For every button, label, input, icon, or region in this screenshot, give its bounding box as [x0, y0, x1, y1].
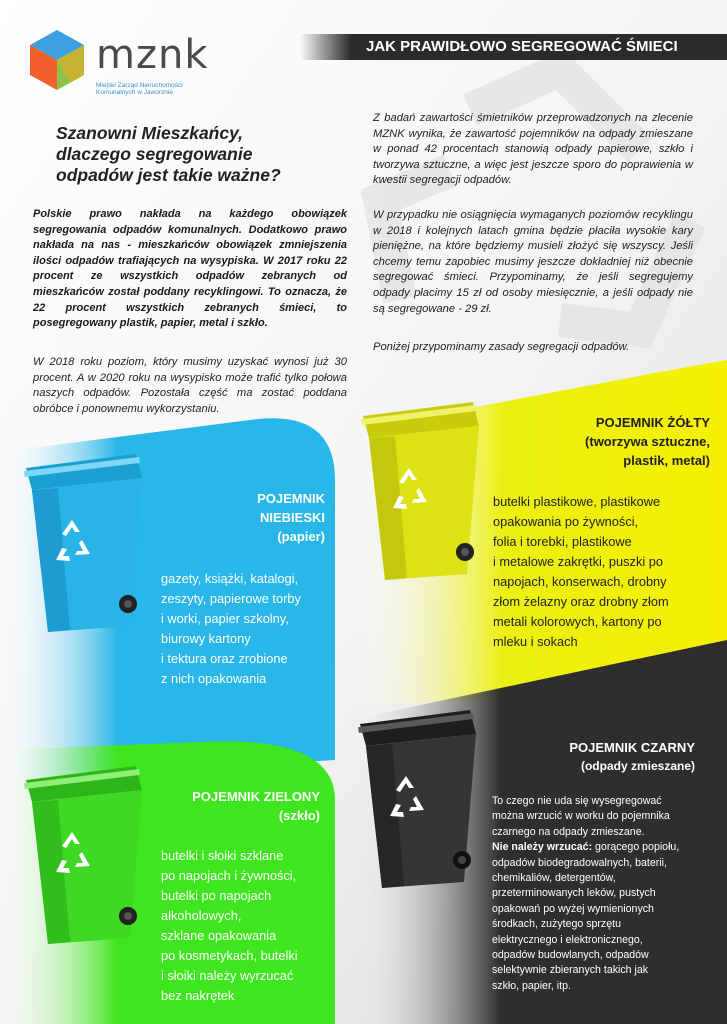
list-item: opakowań po wyżej wymienionych: [492, 902, 654, 915]
list-item: folia i torebki, plastikowe: [493, 534, 632, 549]
banner-title: JAK PRAWIDŁOWO SEGREGOWAĆ ŚMIECI: [366, 38, 678, 55]
list-item: i metalowe zakrętki, puszki po: [493, 554, 663, 569]
list-item: po napojach i żywności,: [161, 868, 297, 883]
list-item: opakowania po żywności,: [493, 514, 639, 529]
right-paragraph-2: W przypadku nie osiągnięcia wymaganych poziomów recyklingu w 2018 i kolejnych latach gmina będzie płaciła wysokie kary pieniężne, na które będziemy musieli złożyć się wszyscy. Jeśli chcemy temu zapobiec musimy jeszcze dokładniej niż obecnie segregować śmieci. Przypominamy, że jeśli segregujemy odpady płacimy 15 zł od osoby miesięcznie, a jeśli odpady nie są segregowane - 29 zł.: [373, 209, 693, 315]
black-bin-title: POJEMNIK CZARNY (odpady zmieszane): [569, 740, 695, 773]
forbidden-line: Nie należy wrzucać: gorącego popiołu,: [492, 841, 680, 854]
yellow-bin-title: POJEMNIK ŻÓŁTY (tworzywa sztuczne, plastik, metal): [585, 415, 710, 468]
list-item: szklane opakowania: [161, 928, 277, 943]
blue-bin-icon: [18, 448, 148, 638]
list-item: bez nakrętek: [161, 988, 235, 1003]
logo-cube-icon: [28, 28, 86, 92]
forbidden-label: Nie należy wrzucać:: [492, 841, 593, 854]
yellow-bin-icon: [355, 394, 485, 584]
list-item: z nich opakowania: [161, 671, 267, 686]
black-bin-items: To czego nie uda się wysegregować można wrzucić w worku do pojemnika czarnego na odpady zmieszane. Nie należy wrzucać: gorącego popiołu, odpadów biodegradowalnych, baterii, chemikaliów, detergentów, przeterminowanych leków, pustych opakowań po wyżej wymienionych środkach, zużytego sprzętu elektrycznego i elektronicznego, odpadów budowlanych, odpadów selektywnie zbieranych takich jak szkło, papier, itp.: [492, 794, 722, 994]
list-item: i worki, papier szkolny,: [161, 611, 289, 626]
list-item: odpadów budowlanych, odpadów: [492, 949, 649, 962]
list-item: gazety, książki, katalogi,: [161, 571, 299, 586]
yellow-bin-items: [493, 492, 723, 652]
list-item: szkło, papier, itp.: [492, 979, 571, 992]
list-item: butelki po napojach: [161, 888, 272, 903]
logo-wordmark: mznk: [96, 32, 209, 78]
intro-bold-paragraph: Polskie prawo nakłada na każdego obowiązek segregowania odpadów komunalnych. Dodatkowo prawo nakłada na nas - mieszkańców obowiązek zmniejszenia ilości odpadów trafiających na wysypiska. W 2017 roku 22 procent ze wszystkich odpadów zebranych od mieszkańców został poddany recyklingowi. To oznacza, że 22 procent wszystkich zebranych śmieci, to posegregowany plastik, papier, metal i szkło.: [33, 208, 347, 330]
intro-paragraph-2: W 2018 roku poziom, który musimy uzyskać wynosi już 30 procent. A w 2020 roku na wysypisko może trafić tylko połowa naszych odpadów. Pozostała część ma zostać poddana obróbce i ponownemu wykorzystaniu.: [33, 356, 347, 415]
green-bin-items: [161, 846, 336, 1006]
list-item: elektrycznego i elektronicznego,: [492, 933, 643, 946]
list-item: i słoiki należy wyrzucać: [161, 968, 294, 983]
green-bin-title: POJEMNIK ZIELONY (szkło): [192, 789, 320, 823]
list-item: alkoholowych,: [161, 908, 242, 923]
right-paragraph-1: Z badań zawartości śmietników przeprowadzonych na zlecenie MZNK wynika, że zawartość pojemników na odpady zmieszane w ponad 42 procentach stanowią odpady papierowe, szkło i tworzywa sztuczne, a więc jest jeszcze sporo do poprawienia w kwestii segregacji odpadów.: [373, 112, 693, 187]
intro-question: Szanowni Mieszkańcy, dlaczego segregowanie odpadów jest takie ważne?: [56, 123, 281, 185]
list-item: selektywnie zbieranych takich jak: [492, 964, 649, 977]
list-item: zeszyty, papierowe torby: [161, 591, 301, 606]
list-item: butelki plastikowe, plastikowe: [493, 494, 661, 509]
list-item: złom żelazny oraz drobny złom: [493, 594, 669, 609]
list-item: odpadów biodegradowalnych, baterii,: [492, 856, 667, 869]
logo: [28, 26, 228, 106]
list-item: biurowy kartony: [161, 631, 251, 646]
green-bin-icon: [18, 760, 148, 950]
right-paragraph-3: Poniżej przypominamy zasady segregacji odpadów.: [373, 341, 630, 353]
list-item: przeterminowanych leków, pustych: [492, 887, 656, 900]
blue-bin-items: [161, 569, 336, 689]
list-item: metali kolorowych, kartony po: [493, 614, 662, 629]
list-item: napojach, konserwach, drobny: [493, 574, 667, 589]
list-item: mleku i sokach: [493, 634, 578, 649]
black-bin-icon: [352, 702, 482, 892]
logo-subtitle: Miejski Zarząd Nieruchomości Komunalnych w Jaworznie: [96, 82, 183, 96]
list-item: butelki i słoiki szklane: [161, 848, 284, 863]
list-item: i tektura oraz zrobione: [161, 651, 288, 666]
blue-bin-title: POJEMNIK NIEBIESKI (papier): [257, 491, 325, 544]
list-item: po kosmetykach, butelki: [161, 948, 298, 963]
list-item: chemikaliów, detergentów,: [492, 872, 616, 885]
page-banner: [352, 36, 727, 58]
list-item: środkach, zużytego sprzętu: [492, 918, 621, 931]
